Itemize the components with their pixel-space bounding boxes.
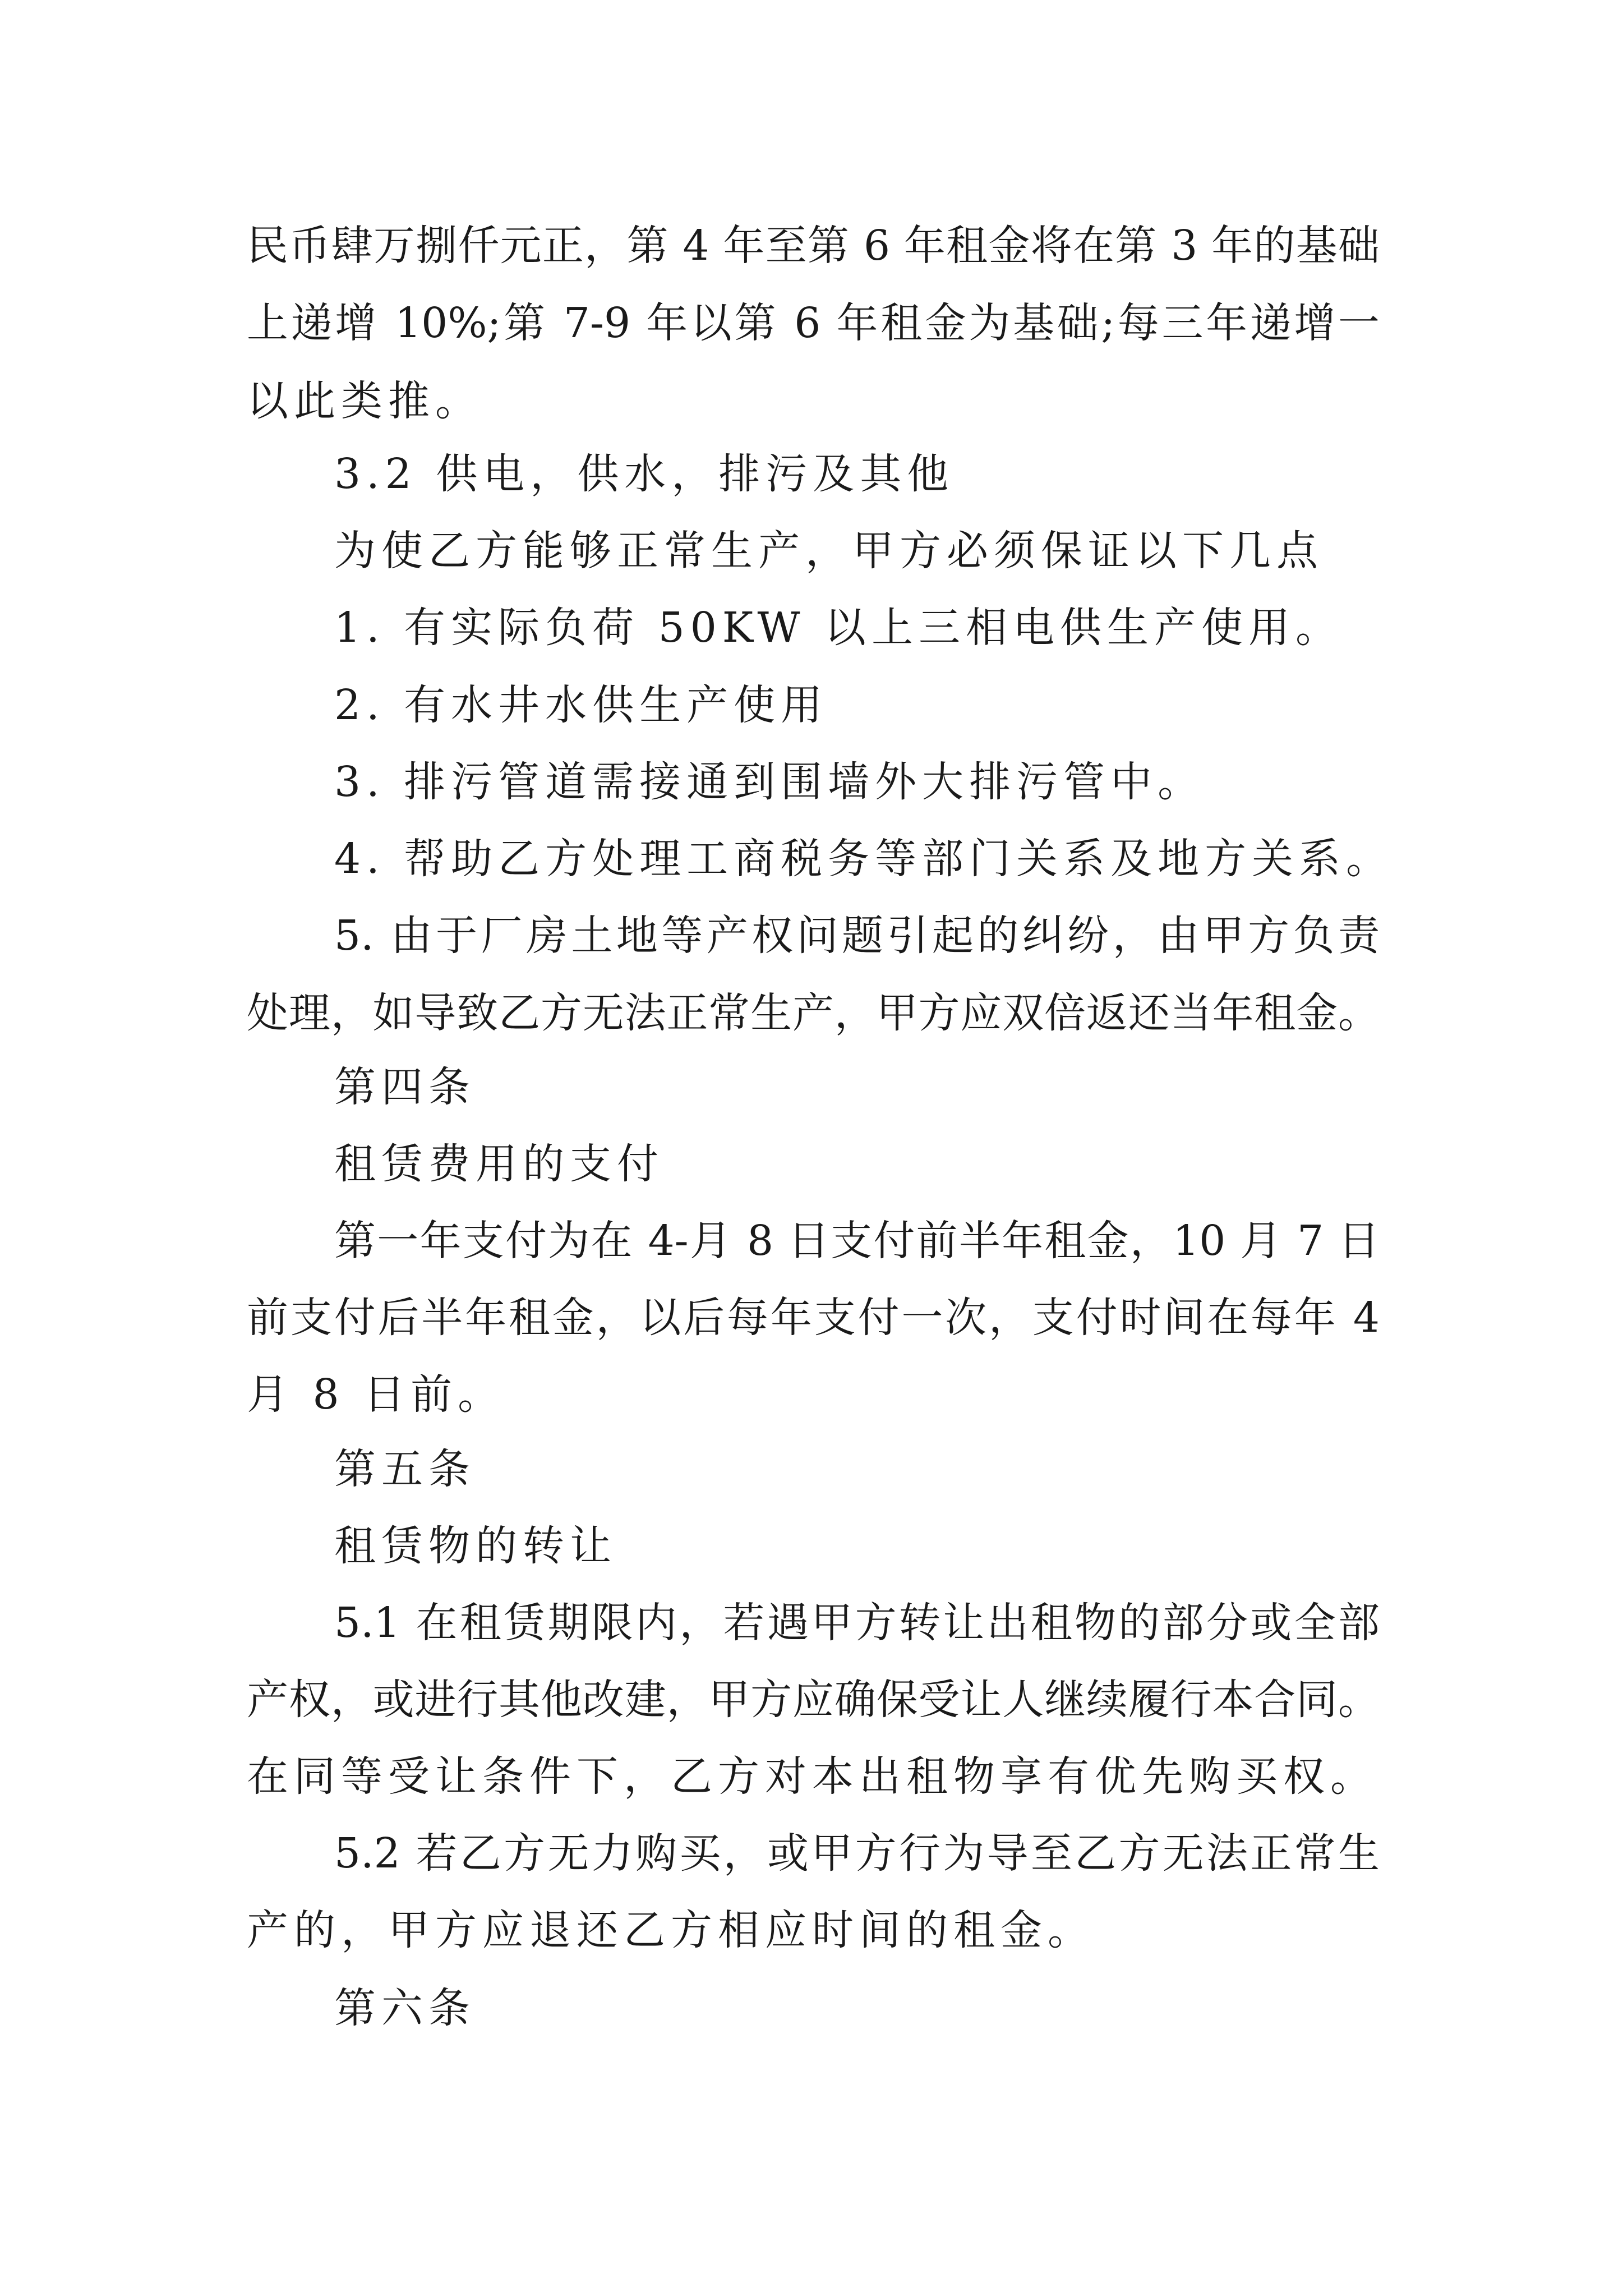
clause-5-2-line-2: 产的，甲方应退还乙方相应时间的租金。 [247, 1906, 1095, 1954]
clause-5-1-line-1: 5.1 在租赁期限内，若遇甲方转让出租物的部分或全部 [334, 1599, 1380, 1647]
paragraph-rent-amount-line-1: 民币肆万捌仟元正，第 4 年至第 6 年租金将在第 3 年的基础 [247, 222, 1380, 270]
payment-terms-line-2: 前支付后半年租金，以后每年支付一次，支付时间在每年 4 [247, 1294, 1380, 1342]
supply-item-4: 4. 帮助乙方处理工商税务等部门关系及地方关系。 [334, 835, 1394, 883]
clause-5-1-line-2: 产权，或进行其他改建，甲方应确保受让人继续履行本合同。 [247, 1676, 1380, 1724]
article-5-heading: 第五条 [334, 1445, 476, 1493]
paragraph-rent-amount-line-2: 上递增 10%;第 7-9 年以第 6 年租金为基础;每三年递增一 [247, 299, 1380, 347]
supply-item-5-line-1: 5. 由于厂房土地等产权问题引起的纠纷，由甲方负责 [334, 912, 1380, 960]
supply-item-2: 2. 有水井水供生产使用 [334, 681, 828, 729]
paragraph-rent-amount-line-3: 以此类推。 [247, 377, 482, 425]
clause-5-1-line-3: 在同等受让条件下，乙方对本出租物享有优先购买权。 [247, 1752, 1377, 1801]
payment-terms-line-3: 月 8 日前。 [247, 1370, 505, 1419]
payment-terms-line-1: 第一年支付为在 4-月 8 日支付前半年租金，10 月 7 日 [334, 1217, 1380, 1265]
supply-intro-text: 为使乙方能够正常生产，甲方必须保证以下几点 [334, 527, 1324, 575]
section-3-2-heading: 3.2 供电，供水，排污及其他 [334, 450, 955, 498]
article-6-heading: 第六条 [334, 1984, 476, 2032]
supply-item-5-line-2: 处理，如导致乙方无法正常生产，甲方应双倍返还当年租金。 [247, 989, 1380, 1037]
article-4-title: 租赁费用的支付 [334, 1140, 664, 1188]
supply-item-1: 1. 有实际负荷 50KW 以上三相电供生产使用。 [334, 604, 1343, 652]
article-5-title: 租赁物的转让 [334, 1522, 617, 1570]
article-4-heading: 第四条 [334, 1063, 476, 1111]
supply-item-3: 3. 排污管道需接通到围墙外大排污管中。 [334, 758, 1205, 806]
clause-5-2-line-1: 5.2 若乙方无力购买，或甲方行为导至乙方无法正常生 [334, 1829, 1380, 1878]
